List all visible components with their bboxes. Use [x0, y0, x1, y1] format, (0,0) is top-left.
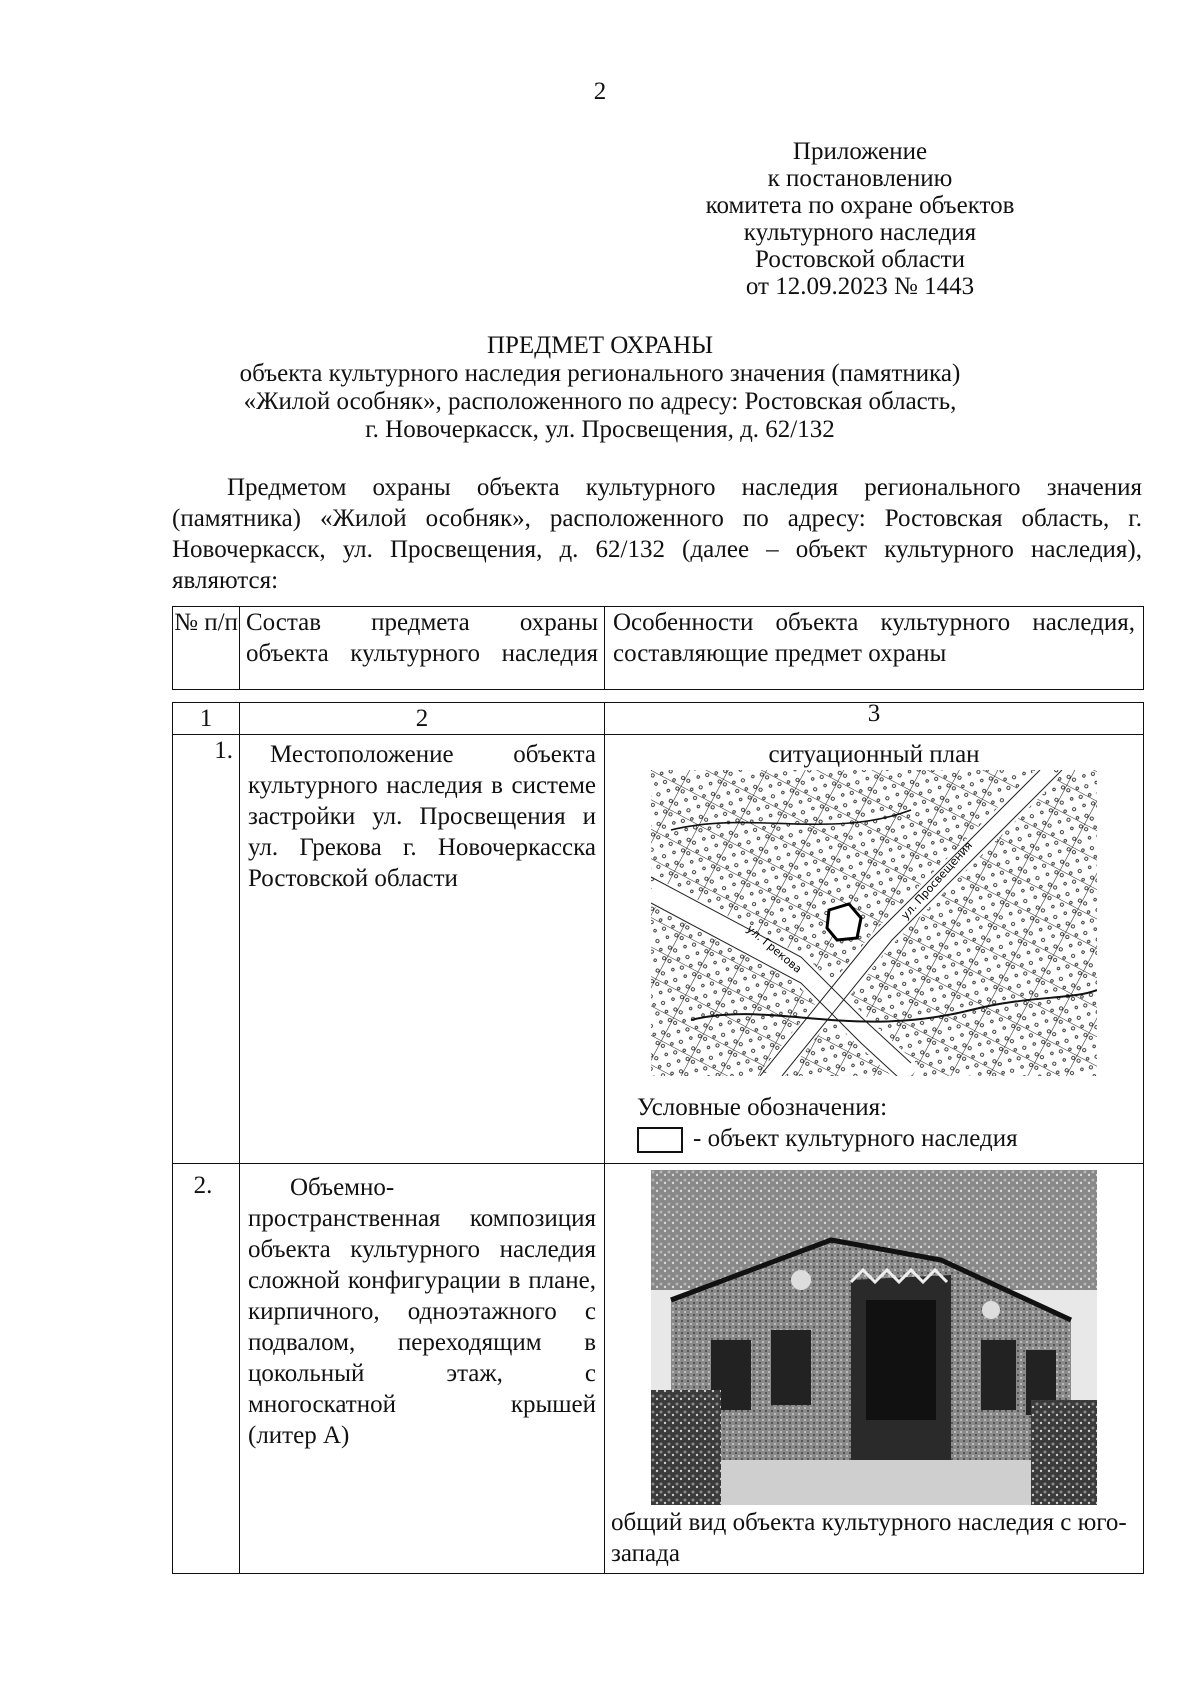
map-street-label: ул. Грекова	[744, 922, 805, 976]
row-description: Местоположение объекта культурного наследия в системе застройки ул. Просвещения и ул. Грекова г. Новочеркасска Ростовской области	[240, 735, 605, 1164]
situation-map-image	[651, 770, 1097, 1076]
col-number: 2	[240, 703, 605, 735]
page-number: 2	[593, 78, 607, 105]
title-line: объекта культурного наследия регионального значения (памятника)	[239, 360, 961, 387]
legend-title: Условные обозначения:	[637, 1094, 888, 1121]
building-photo	[651, 1170, 1097, 1505]
header-composition: Состав предмета охраны объекта культурного наследия	[240, 607, 605, 690]
photo-caption: общий вид объекта культурного наследия с юго-запада	[611, 1509, 1127, 1567]
appendix-line: комитета по охране объектов	[705, 192, 1015, 219]
title-line: «Жилой особняк», расположенного по адресу: Ростовская область,	[243, 388, 957, 415]
map-street-label: ул. Просвещения	[898, 839, 976, 923]
header-features: Особенности объекта культурного наследия, составляющие предмет охраны	[605, 607, 1144, 690]
appendix-line: Ростовской области	[755, 246, 965, 273]
building-photo-image	[651, 1170, 1097, 1505]
header-table	[172, 606, 1144, 690]
col-number: 3	[605, 703, 1144, 735]
photo-cell	[605, 1164, 1144, 1574]
col-number: 1	[173, 703, 240, 735]
legend-item: - объект культурного наследия	[605, 1123, 1143, 1158]
intro-paragraph	[172, 472, 1142, 596]
map-cell	[605, 735, 1144, 1164]
situation-map	[651, 770, 1097, 1076]
row-number: 2.	[173, 1164, 240, 1574]
map-caption: ситуационный план	[768, 741, 980, 768]
numbering-row	[173, 703, 1144, 735]
title-heading: ПРЕДМЕТ ОХРАНЫ	[486, 332, 714, 359]
row-description: Объемно- пространственная композиция объекта культурного наследия сложной конфигурации в плане, кирпичного, одноэтажного с подвалом, переходящим в цокольный этаж, с многоскатной крышей (литер А)	[240, 1164, 605, 1574]
table-row	[173, 735, 1144, 1164]
title-line: г. Новочеркасск, ул. Просвещения, д. 62/132	[365, 416, 835, 443]
protection-table	[172, 702, 1144, 1574]
appendix-line: от 12.09.2023 № 1443	[745, 273, 975, 300]
row-number: 1.	[173, 735, 240, 1164]
appendix-block	[660, 138, 1060, 300]
legend-swatch-icon	[637, 1127, 683, 1153]
intro-text: Предметом охраны объекта культурного наследия регионального значения (памятника) «Жилой особняк», расположенного по адресу: Ростовская область, г. Новочеркасск, ул. Просвещения, д. 62/132 (далее – объект культурного наследия), являются:	[172, 474, 1142, 594]
appendix-line: Приложение	[792, 138, 928, 165]
table-row	[173, 1164, 1144, 1574]
appendix-line: культурного наследия	[743, 219, 977, 246]
document-title	[150, 332, 1050, 444]
appendix-line: к постановлению	[767, 165, 953, 192]
header-num: № п/п	[173, 607, 240, 690]
